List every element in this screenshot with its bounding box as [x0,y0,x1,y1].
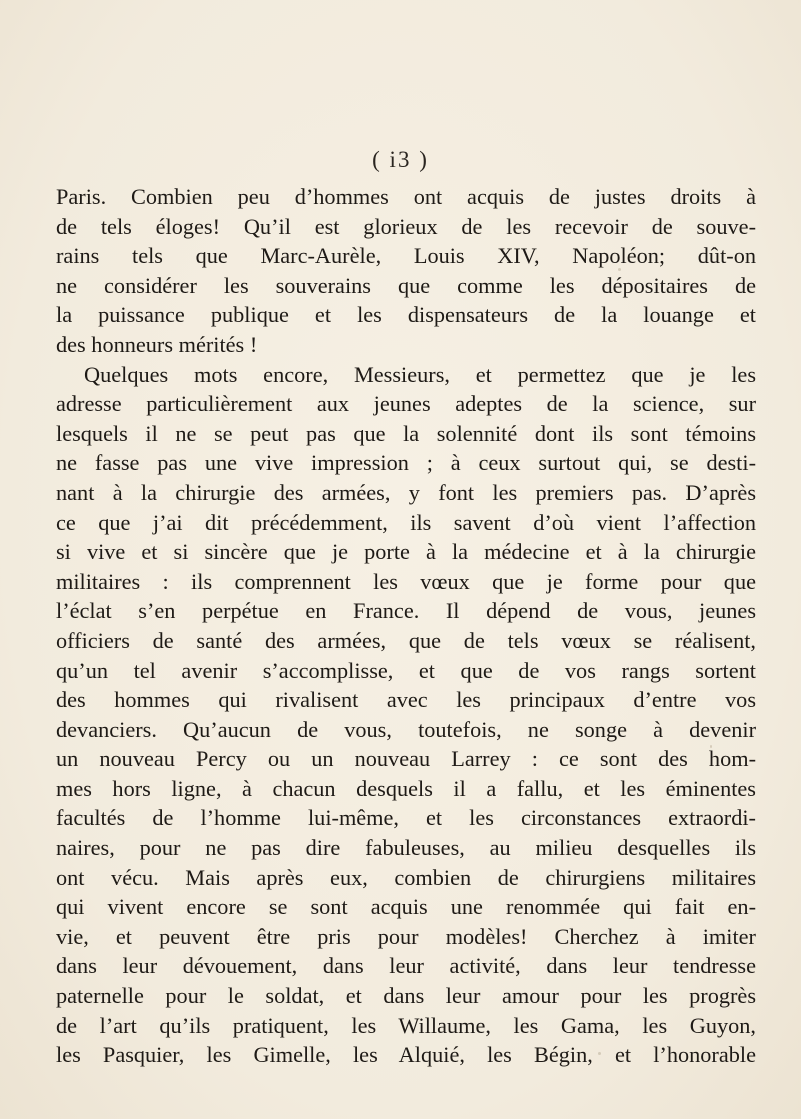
text-line: de tels éloges! Qu’il est glorieux de les recevoir de souve- [56,213,756,239]
text-line: Paris. Combien peu d’hommes ont acquis de justes droits à [56,184,756,209]
body-text [56,182,756,1070]
text-line: facultés de l’homme lui-même, et les circonstances extraordi- [56,805,756,831]
text-line: naires, pour ne pas dire fabuleuses, au milieu desquelles ils [56,835,756,861]
text-line: mes hors ligne, à chacun desquels il a fallu, et les éminentes [56,775,756,801]
text-line: officiers de santé des armées, que de tels vœux se réalisent, [56,627,756,653]
text-line: ne fasse pas une vive impression ; à ceux surtout qui, se desti- [56,450,756,476]
text-line: paternelle pour le soldat, et dans leur amour pour les progrès [56,983,756,1009]
text-line: qui vivent encore se sont acquis une renommée qui fait en- [56,894,756,920]
text-line: la puissance publique et les dispensateurs de la louange et [56,302,756,328]
text-line: ont vécu. Mais après eux, combien de chirurgiens militaires [56,864,756,890]
text-line: si vive et si sincère que je porte à la médecine et à la chirurgie [56,539,756,565]
text-line: un nouveau Percy ou un nouveau Larrey : ce sont des hom- [56,746,756,772]
text-line: des honneurs mérités ! [56,331,258,357]
text-line: rains tels que Marc-Aurèle, Louis XIV, Napoléon; dût-on [56,243,756,269]
paragraph [56,360,756,1070]
text-line: ce que j’ai dit précédemment, ils savent d’où vient l’affection [56,509,756,535]
page-number: ( i3 ) [372,147,429,172]
text-line: l’éclat s’en perpétue en France. Il dépend de vous, jeunes [56,598,756,624]
text-line: Quelques mots encore, Messieurs, et permettez que je les [84,361,756,387]
text-line: vie, et peuvent être pris pour modèles! Cherchez à imiter [56,923,756,949]
text-line: de l’art qu’ils pratiquent, les Willaume, les Gama, les Guyon, [56,1012,756,1038]
text-line: les Pasquier, les Gimelle, les Alquié, les Bégin, et l’honorable [56,1042,756,1068]
text-line: militaires : ils comprennent les vœux que je forme pour que [56,568,756,594]
text-line: nant à la chirurgie des armées, y font les premiers pas. D’après [56,479,756,505]
text-line: dans leur dévouement, dans leur activité, dans leur tendresse [56,953,756,979]
text-line: des hommes qui rivalisent avec les principaux d’entre vos [56,687,756,713]
text-line: ne considérer les souverains que comme les dépositaires de [56,272,756,298]
text-line: lesquels il ne se peut pas que la solennité dont ils sont témoins [56,420,756,446]
paragraph [56,182,756,360]
text-line: devanciers. Qu’aucun de vous, toutefois, ne songe à devenir [56,716,756,742]
text-line: qu’un tel avenir s’accomplisse, et que de vos rangs sortent [56,657,756,683]
text-line: adresse particulièrement aux jeunes adeptes de la science, sur [56,391,756,417]
